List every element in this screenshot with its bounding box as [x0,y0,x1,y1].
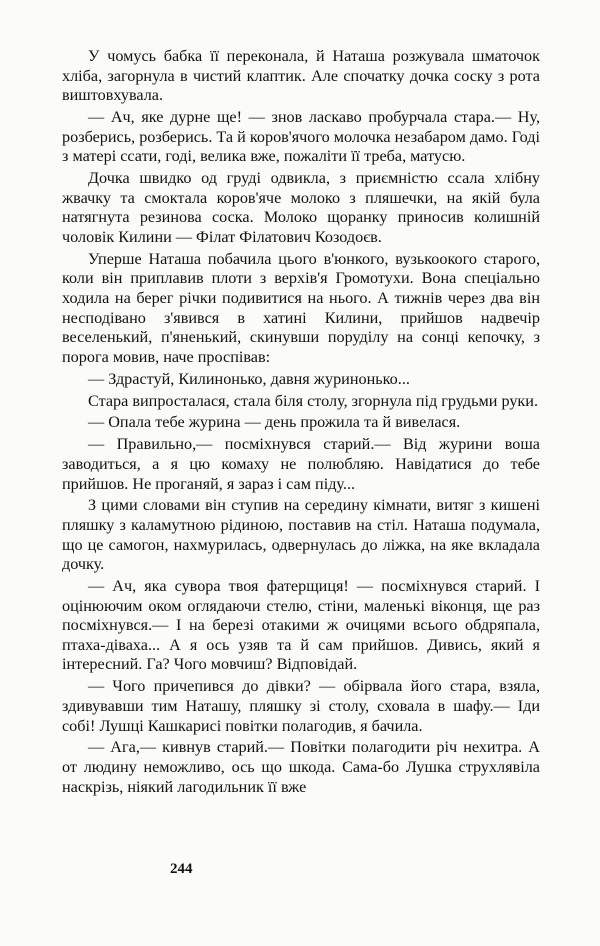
paragraph: — Опала тебе журина — день прожила та й вивелася. [88,413,461,432]
paragraph: У чомусь бабка її переконала, й Наташа розжувала шматочок хліба, загорнула в чистий клаптик. Але спочатку дочка соску з рота виштовхувала. [62,47,540,105]
paragraph: Уперше Наташа побачила цього в'юнкого, вузькоокого старого, коли він приплавив плоти з верхів'я Громотухи. Вона спеціально ходила на берег річки подивитися на нього. А тижнів через два він несподівано з'явився в хатині Килини, прийшов надвечір веселенький, п'яненький, скинувши поруділу на сонці кепочку, з порога мовив, наче проспівав: [62,249,540,366]
paragraph: — Здрастуй, Килинонько, давня журинонько... [88,369,410,388]
paragraph: Стара випросталася, стала біля столу, згорнула під грудьми руки. [88,391,538,410]
paragraph: — Ач, яке дурне ще! — знов ласкаво пробурчала стара.— Ну, розберись, розберись. Та й коров'ячого молочка незабаром дамо. Годі з матері ссати, годі, велика вже, пожаліти її треба, матусю. [62,108,541,166]
paragraph: З цими словами він ступив на середину кімнати, витяг з кишені пляшку з каламутною рідиною, поставив на стіл. Наташа подумала, що це самогон, нахмурилась, одвернулась до ліжка, на яке вкладала дочку. [62,496,540,574]
paragraph: — Ага,— кивнув старий.— Повітки полагодити річ нехитра. А от людину неможливо, ось що шкода. Сама-бо Лушка струхлявіла наскрізь, ніякий лагодильник її вже [62,738,540,796]
paragraph: — Ач, яка сувора твоя фатерщиця! — посміхнувся старий. І оцінюючим оком оглядаючи стелю, стіни, маленькі віконця, ще раз посміхнувся.— І на березі отакими ж очицями всього обдряпала, птаха-діваха... А я ось узяв та й сам прийшов. Дивись, який я інтересний. Га? Чого мовчиш? Відповідай. [62,577,540,674]
paragraph: — Чого причепився до дівки? — обірвала його стара, взяла, здивувавши тим Наташу, пляшку зі столу, сховала в шафу.— Іди собі! Лушці Кашкарисі повітки полагодив, я бачила. [62,677,540,735]
page-number: 244 [170,861,193,877]
body-text [62,47,540,800]
paragraph: Дочка швидко од груді одвикла, з приємністю ссала хлібну жвачку та смоктала коров'яче молоко з пляшечки, на якій була натягнута резинова соска. Молоко щоранку приносив колишній чоловік Килини — Філат Філатович Козодоєв. [62,169,540,246]
paragraph: — Правильно,— посміхнувся старий.— Від журини воша заводиться, а я цю комаху не полюбляю. Навідатися до тебе прийшов. Не проганяй, я зараз і сам піду... [62,435,540,493]
